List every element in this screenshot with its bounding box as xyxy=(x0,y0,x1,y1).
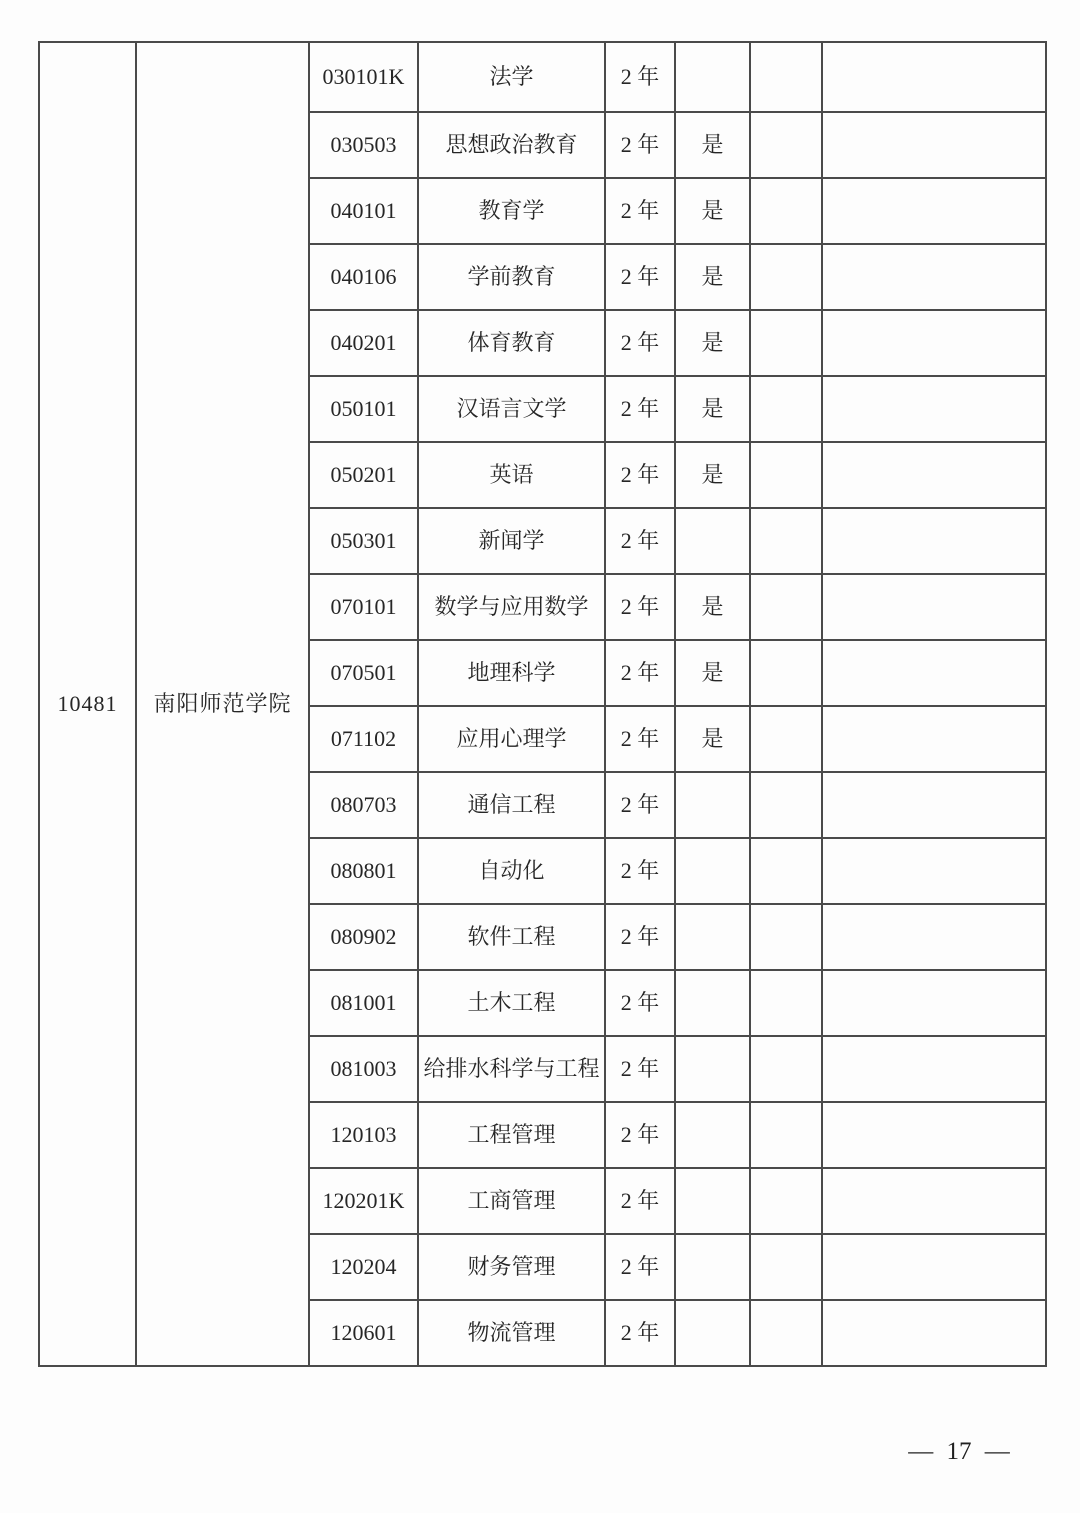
empty-cell xyxy=(750,706,822,772)
duration-cell: 2 年 xyxy=(605,706,675,772)
major-code-cell: 040101 xyxy=(309,178,418,244)
duration-cell: 2 年 xyxy=(605,904,675,970)
duration-cell: 2 年 xyxy=(605,1168,675,1234)
major-code-cell: 070101 xyxy=(309,574,418,640)
normal-flag-cell xyxy=(675,838,750,904)
empty-cell xyxy=(750,904,822,970)
major-name-cell: 自动化 xyxy=(418,838,605,904)
normal-flag-cell xyxy=(675,904,750,970)
duration-cell: 2 年 xyxy=(605,1300,675,1366)
empty-cell xyxy=(750,112,822,178)
normal-flag-cell: 是 xyxy=(675,112,750,178)
major-name-cell: 土木工程 xyxy=(418,970,605,1036)
empty-cell xyxy=(822,706,1046,772)
major-code-cell: 080703 xyxy=(309,772,418,838)
major-name-cell: 体育教育 xyxy=(418,310,605,376)
empty-cell xyxy=(750,574,822,640)
major-name-cell: 学前教育 xyxy=(418,244,605,310)
major-name-cell: 通信工程 xyxy=(418,772,605,838)
major-name-cell: 新闻学 xyxy=(418,508,605,574)
university-code-cell: 10481 xyxy=(39,42,136,1366)
major-name-cell: 工商管理 xyxy=(418,1168,605,1234)
empty-cell xyxy=(750,772,822,838)
empty-cell xyxy=(750,640,822,706)
major-name-cell: 思想政治教育 xyxy=(418,112,605,178)
empty-cell xyxy=(822,574,1046,640)
duration-cell: 2 年 xyxy=(605,1234,675,1300)
normal-flag-cell xyxy=(675,1036,750,1102)
normal-flag-cell: 是 xyxy=(675,244,750,310)
major-name-cell: 法学 xyxy=(418,42,605,112)
duration-cell: 2 年 xyxy=(605,376,675,442)
empty-cell xyxy=(750,310,822,376)
duration-cell: 2 年 xyxy=(605,310,675,376)
major-name-cell: 工程管理 xyxy=(418,1102,605,1168)
duration-cell: 2 年 xyxy=(605,178,675,244)
empty-cell xyxy=(750,1168,822,1234)
duration-cell: 2 年 xyxy=(605,970,675,1036)
major-code-cell: 050201 xyxy=(309,442,418,508)
major-code-cell: 030503 xyxy=(309,112,418,178)
major-code-cell: 050101 xyxy=(309,376,418,442)
duration-cell: 2 年 xyxy=(605,1102,675,1168)
table-row xyxy=(39,42,1046,112)
empty-cell xyxy=(750,178,822,244)
majors-table-body xyxy=(39,42,1046,1366)
empty-cell xyxy=(822,310,1046,376)
major-name-cell: 财务管理 xyxy=(418,1234,605,1300)
normal-flag-cell: 是 xyxy=(675,442,750,508)
empty-cell xyxy=(750,376,822,442)
empty-cell xyxy=(822,640,1046,706)
empty-cell xyxy=(822,772,1046,838)
normal-flag-cell xyxy=(675,508,750,574)
normal-flag-cell xyxy=(675,1234,750,1300)
empty-cell xyxy=(822,904,1046,970)
major-code-cell: 050301 xyxy=(309,508,418,574)
duration-cell: 2 年 xyxy=(605,640,675,706)
empty-cell xyxy=(822,838,1046,904)
major-code-cell: 120103 xyxy=(309,1102,418,1168)
major-name-cell: 地理科学 xyxy=(418,640,605,706)
duration-cell: 2 年 xyxy=(605,42,675,112)
empty-cell xyxy=(750,838,822,904)
normal-flag-cell xyxy=(675,1168,750,1234)
empty-cell xyxy=(822,1036,1046,1102)
empty-cell xyxy=(750,442,822,508)
empty-cell xyxy=(750,508,822,574)
major-code-cell: 081001 xyxy=(309,970,418,1036)
major-name-cell: 英语 xyxy=(418,442,605,508)
major-code-cell: 030101K xyxy=(309,42,418,112)
major-name-cell: 教育学 xyxy=(418,178,605,244)
duration-cell: 2 年 xyxy=(605,244,675,310)
major-code-cell: 040201 xyxy=(309,310,418,376)
normal-flag-cell: 是 xyxy=(675,706,750,772)
normal-flag-cell xyxy=(675,42,750,112)
duration-cell: 2 年 xyxy=(605,772,675,838)
normal-flag-cell: 是 xyxy=(675,376,750,442)
empty-cell xyxy=(750,1234,822,1300)
empty-cell xyxy=(750,244,822,310)
major-name-cell: 给排水科学与工程 xyxy=(418,1036,605,1102)
duration-cell: 2 年 xyxy=(605,1036,675,1102)
major-code-cell: 080902 xyxy=(309,904,418,970)
empty-cell xyxy=(822,178,1046,244)
empty-cell xyxy=(822,970,1046,1036)
empty-cell xyxy=(750,970,822,1036)
empty-cell xyxy=(822,508,1046,574)
empty-cell xyxy=(822,42,1046,112)
university-name-cell: 南阳师范学院 xyxy=(136,42,309,1366)
major-name-cell: 软件工程 xyxy=(418,904,605,970)
empty-cell xyxy=(750,1036,822,1102)
empty-cell xyxy=(822,1234,1046,1300)
page-number: — 17 — xyxy=(908,1438,1010,1465)
normal-flag-cell: 是 xyxy=(675,310,750,376)
empty-cell xyxy=(750,42,822,112)
major-code-cell: 040106 xyxy=(309,244,418,310)
normal-flag-cell: 是 xyxy=(675,178,750,244)
duration-cell: 2 年 xyxy=(605,508,675,574)
major-code-cell: 070501 xyxy=(309,640,418,706)
empty-cell xyxy=(822,244,1046,310)
major-code-cell: 120601 xyxy=(309,1300,418,1366)
majors-table xyxy=(38,41,1047,1367)
empty-cell xyxy=(822,442,1046,508)
major-name-cell: 物流管理 xyxy=(418,1300,605,1366)
major-code-cell: 071102 xyxy=(309,706,418,772)
major-code-cell: 080801 xyxy=(309,838,418,904)
empty-cell xyxy=(750,1300,822,1366)
normal-flag-cell xyxy=(675,1102,750,1168)
major-code-cell: 081003 xyxy=(309,1036,418,1102)
major-code-cell: 120201K xyxy=(309,1168,418,1234)
empty-cell xyxy=(822,1300,1046,1366)
empty-cell xyxy=(822,112,1046,178)
normal-flag-cell: 是 xyxy=(675,574,750,640)
normal-flag-cell xyxy=(675,1300,750,1366)
major-name-cell: 应用心理学 xyxy=(418,706,605,772)
major-name-cell: 数学与应用数学 xyxy=(418,574,605,640)
major-code-cell: 120204 xyxy=(309,1234,418,1300)
empty-cell xyxy=(822,376,1046,442)
empty-cell xyxy=(822,1168,1046,1234)
normal-flag-cell: 是 xyxy=(675,640,750,706)
normal-flag-cell xyxy=(675,772,750,838)
major-name-cell: 汉语言文学 xyxy=(418,376,605,442)
duration-cell: 2 年 xyxy=(605,838,675,904)
empty-cell xyxy=(822,1102,1046,1168)
normal-flag-cell xyxy=(675,970,750,1036)
empty-cell xyxy=(750,1102,822,1168)
duration-cell: 2 年 xyxy=(605,112,675,178)
duration-cell: 2 年 xyxy=(605,442,675,508)
duration-cell: 2 年 xyxy=(605,574,675,640)
